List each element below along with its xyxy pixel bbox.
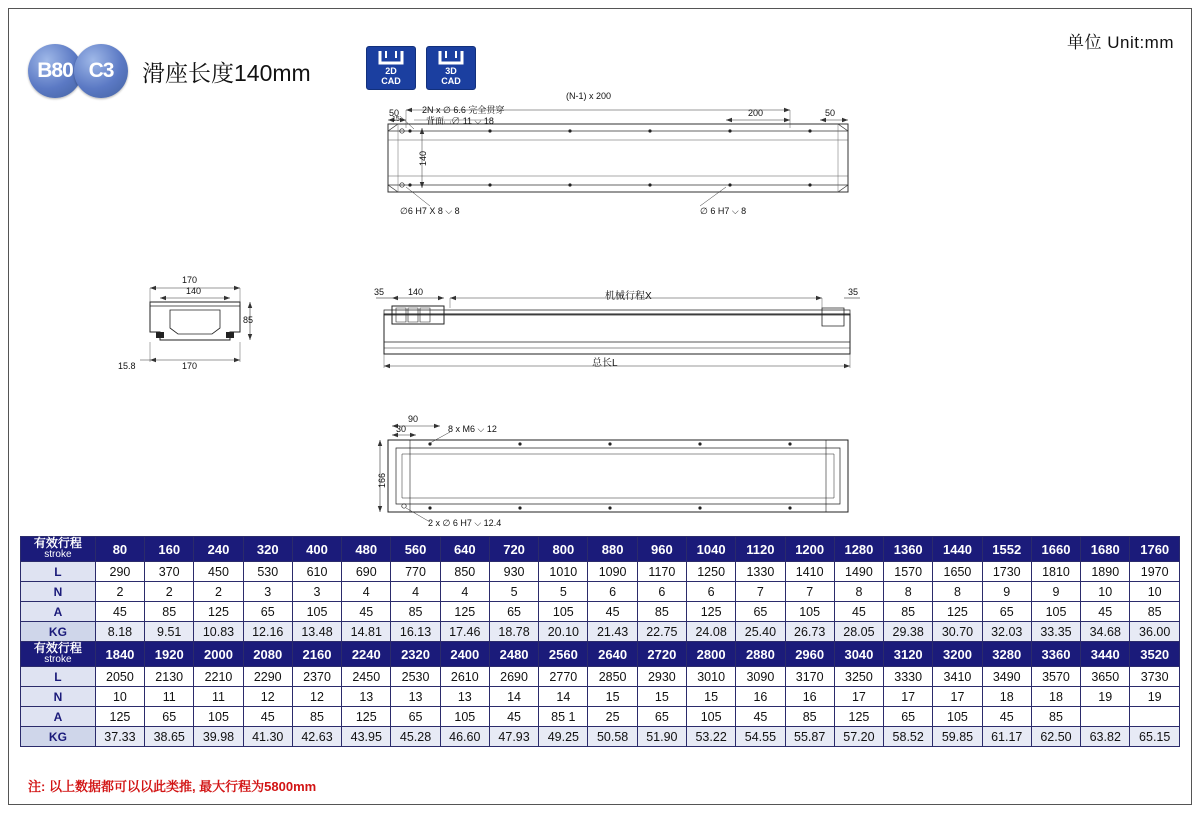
page-title: 滑座长度140mm	[142, 59, 311, 86]
cell: 21.43	[588, 622, 637, 642]
cell: 38.65	[145, 727, 194, 747]
cell: 400	[292, 537, 341, 562]
cell: 5	[489, 582, 538, 602]
cell: 3520	[1130, 642, 1180, 667]
cell: 22.75	[637, 622, 686, 642]
cell: 17	[834, 687, 883, 707]
cell: 2290	[243, 667, 292, 687]
cell: 61.17	[982, 727, 1031, 747]
cell: 85	[1130, 602, 1180, 622]
cell: 10	[1130, 582, 1180, 602]
cell: 5	[539, 582, 588, 602]
cell: 3410	[933, 667, 982, 687]
top-view-drawing	[370, 88, 870, 233]
badge-b80: B80	[28, 44, 82, 98]
cell: 18	[982, 687, 1031, 707]
cell: 33.35	[1031, 622, 1080, 642]
cell: 4	[342, 582, 391, 602]
cell: 45	[736, 707, 785, 727]
header-stroke-label-2: 有效行程 stroke	[21, 642, 96, 667]
badge-c3: C3	[74, 44, 128, 98]
cell: 930	[489, 562, 538, 582]
table-header-row-2	[21, 642, 1180, 667]
cell: 10.83	[194, 622, 243, 642]
cell: 54.55	[736, 727, 785, 747]
cell: 1200	[785, 537, 834, 562]
cell: 46.60	[440, 727, 489, 747]
row-label-KG: KG	[21, 727, 96, 747]
cell: 45	[834, 602, 883, 622]
cell: 47.93	[489, 727, 538, 747]
cell: 12	[243, 687, 292, 707]
cell: 25.40	[736, 622, 785, 642]
cell: 13	[342, 687, 391, 707]
cell	[1081, 707, 1130, 727]
cell: 1650	[933, 562, 982, 582]
cell: 59.85	[933, 727, 982, 747]
cell	[1130, 707, 1180, 727]
cad-2d-button[interactable]	[366, 46, 416, 90]
cell: 7	[736, 582, 785, 602]
cell: 65	[145, 707, 194, 727]
cell: 610	[292, 562, 341, 582]
bottom-view-drawing	[370, 414, 870, 530]
cell: 2960	[785, 642, 834, 667]
cell: 105	[1031, 602, 1080, 622]
bottom-dim-166: 166	[377, 472, 387, 488]
top-view-dim-right: 50	[825, 108, 836, 118]
cell: 57.20	[834, 727, 883, 747]
cell: 63.82	[1081, 727, 1130, 747]
table-row-L-2	[21, 667, 1180, 687]
cell: 49.25	[539, 727, 588, 747]
cell: 85	[637, 602, 686, 622]
cell: 14	[489, 687, 538, 707]
cell: 10	[1081, 582, 1130, 602]
section-dim-140: 140	[186, 286, 202, 296]
cell: 480	[342, 537, 391, 562]
cell: 65	[736, 602, 785, 622]
cell: 3090	[736, 667, 785, 687]
model-badge-row	[28, 44, 311, 98]
cell: 2320	[391, 642, 440, 667]
top-view-pitch-label: (N-1) x 200	[566, 91, 612, 101]
cell: 2	[145, 582, 194, 602]
cell: 85	[292, 707, 341, 727]
cell: 16.13	[391, 622, 440, 642]
section-dim-85: 85	[243, 315, 254, 325]
header-stroke-label-1: 有效行程 stroke	[21, 537, 96, 562]
cell: 8	[834, 582, 883, 602]
cell: 2080	[243, 642, 292, 667]
cell: 17	[933, 687, 982, 707]
cell: 85	[1031, 707, 1080, 727]
cell: 20.10	[539, 622, 588, 642]
cell: 105	[785, 602, 834, 622]
top-view-dim-height: 140	[418, 150, 428, 166]
cell: 1840	[95, 642, 144, 667]
cell: 45.28	[391, 727, 440, 747]
cell: 240	[194, 537, 243, 562]
cell: 2560	[539, 642, 588, 667]
cell: 3440	[1081, 642, 1130, 667]
section-dim-170-bottom: 170	[182, 361, 198, 371]
cell: 30.70	[933, 622, 982, 642]
cell: 15	[637, 687, 686, 707]
cell: 2480	[489, 642, 538, 667]
cell: 45	[243, 707, 292, 727]
cell: 10	[95, 687, 144, 707]
cell: 3730	[1130, 667, 1180, 687]
cell: 1730	[982, 562, 1031, 582]
cell: 3570	[1031, 667, 1080, 687]
cell: 2640	[588, 642, 637, 667]
cell: 13	[440, 687, 489, 707]
cell: 85	[391, 602, 440, 622]
cell: 160	[145, 537, 194, 562]
cell: 2930	[637, 667, 686, 687]
cell: 3010	[687, 667, 736, 687]
cell: 105	[539, 602, 588, 622]
table-row-KG-1	[21, 622, 1180, 642]
cell: 29.38	[884, 622, 933, 642]
cell: 2	[194, 582, 243, 602]
cell: 1280	[834, 537, 883, 562]
cell: 65	[884, 707, 933, 727]
section-view-drawing	[118, 272, 260, 372]
cell: 65	[982, 602, 1031, 622]
cell: 8.18	[95, 622, 144, 642]
cell: 58.52	[884, 727, 933, 747]
cell: 53.22	[687, 727, 736, 747]
table-row-KG-2	[21, 727, 1180, 747]
cell: 125	[687, 602, 736, 622]
cell: 3360	[1031, 642, 1080, 667]
cell: 2	[95, 582, 144, 602]
cell: 32.03	[982, 622, 1031, 642]
cell: 1170	[637, 562, 686, 582]
cell: 3650	[1081, 667, 1130, 687]
side-dim-140: 140	[408, 287, 424, 297]
cell: 2130	[145, 667, 194, 687]
cell: 1330	[736, 562, 785, 582]
cell: 13.48	[292, 622, 341, 642]
cell: 85	[785, 707, 834, 727]
top-view-hole-note-2: 背面⌴∅ 11 ⌵ 18	[426, 116, 494, 126]
cell: 3120	[884, 642, 933, 667]
section-dim-15-8: 15.8	[118, 361, 136, 371]
cell: 14.81	[342, 622, 391, 642]
bottom-dim-90: 90	[408, 414, 419, 424]
cell: 105	[194, 707, 243, 727]
cell: 65	[489, 602, 538, 622]
bracket-3d-icon	[427, 49, 475, 67]
cell: 2370	[292, 667, 341, 687]
cell: 8	[884, 582, 933, 602]
cell: 450	[194, 562, 243, 582]
cell: 41.30	[243, 727, 292, 747]
side-dim-35-left: 35	[374, 287, 385, 297]
cell: 3330	[884, 667, 933, 687]
cell: 290	[95, 562, 144, 582]
cell: 65	[637, 707, 686, 727]
top-view-pin-note-right: ∅ 6 H7 ⌵ 8	[700, 206, 747, 216]
cell: 2400	[440, 642, 489, 667]
cell: 1250	[687, 562, 736, 582]
cell: 3	[243, 582, 292, 602]
cell: 9.51	[145, 622, 194, 642]
cell: 45	[342, 602, 391, 622]
cell: 125	[834, 707, 883, 727]
cell: 3250	[834, 667, 883, 687]
cell: 13	[391, 687, 440, 707]
top-view-hole-note-1: 2N x ∅ 6.6 完全贯穿	[422, 105, 505, 115]
cell: 2530	[391, 667, 440, 687]
side-dim-35-right: 35	[848, 287, 859, 297]
bottom-pin-note: 2 x ∅ 6 H7 ⌵ 12.4	[428, 518, 502, 528]
cell: 12.16	[243, 622, 292, 642]
cell: 2800	[687, 642, 736, 667]
cell: 16	[785, 687, 834, 707]
cell: 1660	[1031, 537, 1080, 562]
cell: 17	[884, 687, 933, 707]
cell: 6	[687, 582, 736, 602]
cell: 39.98	[194, 727, 243, 747]
cell: 105	[440, 707, 489, 727]
cell: 1810	[1031, 562, 1080, 582]
top-view-tick: 15	[392, 116, 400, 123]
cell: 2160	[292, 642, 341, 667]
cell: 125	[95, 707, 144, 727]
cell: 3170	[785, 667, 834, 687]
cell: 850	[440, 562, 489, 582]
cell: 80	[95, 537, 144, 562]
cell: 960	[637, 537, 686, 562]
cell: 770	[391, 562, 440, 582]
section-dim-170-top: 170	[182, 275, 198, 285]
top-view-pin-note-left: ∅6 H7 X 8 ⌵ 8	[400, 206, 460, 216]
cad-download-buttons	[366, 46, 476, 90]
cell: 2690	[489, 667, 538, 687]
cell: 125	[342, 707, 391, 727]
cell: 105	[687, 707, 736, 727]
cell: 85 1	[539, 707, 588, 727]
cell: 125	[440, 602, 489, 622]
cell: 15	[588, 687, 637, 707]
cell: 11	[194, 687, 243, 707]
cell: 2210	[194, 667, 243, 687]
row-label-A: A	[21, 707, 96, 727]
cell: 19	[1130, 687, 1180, 707]
spec-table	[20, 536, 1180, 747]
cell: 1120	[736, 537, 785, 562]
cell: 1552	[982, 537, 1031, 562]
cell: 11	[145, 687, 194, 707]
cell: 8	[933, 582, 982, 602]
cell: 62.50	[1031, 727, 1080, 747]
cell: 65	[391, 707, 440, 727]
side-view-drawing	[370, 286, 870, 376]
row-label-N: N	[21, 687, 96, 707]
footer-note: 注: 以上数据都可以以此类推, 最大行程为5800mm	[28, 779, 317, 794]
cell: 560	[391, 537, 440, 562]
cell: 1970	[1130, 562, 1180, 582]
cell: 125	[933, 602, 982, 622]
cell: 4	[391, 582, 440, 602]
cell: 36.00	[1130, 622, 1180, 642]
cell: 2720	[637, 642, 686, 667]
cell: 24.08	[687, 622, 736, 642]
cell: 17.46	[440, 622, 489, 642]
cell: 3280	[982, 642, 1031, 667]
cell: 42.63	[292, 727, 341, 747]
cell: 2240	[342, 642, 391, 667]
cell: 65.15	[1130, 727, 1180, 747]
cell: 12	[292, 687, 341, 707]
cell: 105	[292, 602, 341, 622]
table-row-L-1	[21, 562, 1180, 582]
cell: 45	[1081, 602, 1130, 622]
cell: 45	[588, 602, 637, 622]
table-row-N-2	[21, 687, 1180, 707]
cell: 18	[1031, 687, 1080, 707]
cell: 125	[194, 602, 243, 622]
cell: 1090	[588, 562, 637, 582]
cell: 1920	[145, 642, 194, 667]
cell: 50.58	[588, 727, 637, 747]
table-header-row-1	[21, 537, 1180, 562]
cell: 55.87	[785, 727, 834, 747]
table-row-A-2	[21, 707, 1180, 727]
cell: 9	[982, 582, 1031, 602]
cell: 43.95	[342, 727, 391, 747]
cell: 1410	[785, 562, 834, 582]
cad-3d-label: 3D CAD	[441, 66, 461, 86]
cell: 16	[736, 687, 785, 707]
cell: 3	[292, 582, 341, 602]
cell: 1890	[1081, 562, 1130, 582]
cell: 4	[440, 582, 489, 602]
side-stroke-label: 机械行程X	[605, 291, 652, 302]
cell: 85	[884, 602, 933, 622]
top-view-dim-left: 50	[389, 108, 400, 118]
cell: 1010	[539, 562, 588, 582]
unit-label: 单位 Unit:mm	[1067, 33, 1174, 52]
cad-2d-label: 2D CAD	[381, 66, 401, 86]
cell: 34.68	[1081, 622, 1130, 642]
cell: 6	[637, 582, 686, 602]
cell: 6	[588, 582, 637, 602]
cell: 14	[539, 687, 588, 707]
cell: 1490	[834, 562, 883, 582]
table-row-N-1	[21, 582, 1180, 602]
cell: 640	[440, 537, 489, 562]
cell: 690	[342, 562, 391, 582]
cell: 2610	[440, 667, 489, 687]
row-label-N: N	[21, 582, 96, 602]
cell: 3490	[982, 667, 1031, 687]
cell: 45	[95, 602, 144, 622]
cell: 105	[933, 707, 982, 727]
cell: 2880	[736, 642, 785, 667]
cell: 28.05	[834, 622, 883, 642]
cell: 15	[687, 687, 736, 707]
cell: 1440	[933, 537, 982, 562]
cell: 800	[539, 537, 588, 562]
bracket-2d-icon	[367, 49, 415, 67]
cell: 2850	[588, 667, 637, 687]
cad-3d-button[interactable]	[426, 46, 476, 90]
cell: 51.90	[637, 727, 686, 747]
cell: 19	[1081, 687, 1130, 707]
cell: 1040	[687, 537, 736, 562]
cell: 2770	[539, 667, 588, 687]
cell: 1760	[1130, 537, 1180, 562]
cell: 45	[489, 707, 538, 727]
cell: 9	[1031, 582, 1080, 602]
cell: 1680	[1081, 537, 1130, 562]
cell: 1570	[884, 562, 933, 582]
cell: 18.78	[489, 622, 538, 642]
cell: 370	[145, 562, 194, 582]
row-label-L: L	[21, 562, 96, 582]
cell: 26.73	[785, 622, 834, 642]
cell: 3040	[834, 642, 883, 667]
cell: 880	[588, 537, 637, 562]
cell: 2050	[95, 667, 144, 687]
table-row-A-1	[21, 602, 1180, 622]
side-total-length-label: 总长L	[592, 358, 618, 369]
cell: 2000	[194, 642, 243, 667]
bottom-view-svg	[370, 418, 870, 530]
cell: 3200	[933, 642, 982, 667]
cell: 85	[145, 602, 194, 622]
cell: 720	[489, 537, 538, 562]
bottom-dim-30: 30	[396, 424, 407, 434]
cell: 45	[982, 707, 1031, 727]
row-label-A: A	[21, 602, 96, 622]
row-label-L: L	[21, 667, 96, 687]
row-label-KG: KG	[21, 622, 96, 642]
cell: 2450	[342, 667, 391, 687]
cell: 25	[588, 707, 637, 727]
bottom-thread-note: 8 x M6 ⌵ 12	[448, 424, 497, 434]
cell: 65	[243, 602, 292, 622]
cell: 1360	[884, 537, 933, 562]
cell: 7	[785, 582, 834, 602]
cell: 530	[243, 562, 292, 582]
top-view-dim-pitch: 200	[748, 108, 764, 118]
cell: 37.33	[95, 727, 144, 747]
cell: 320	[243, 537, 292, 562]
